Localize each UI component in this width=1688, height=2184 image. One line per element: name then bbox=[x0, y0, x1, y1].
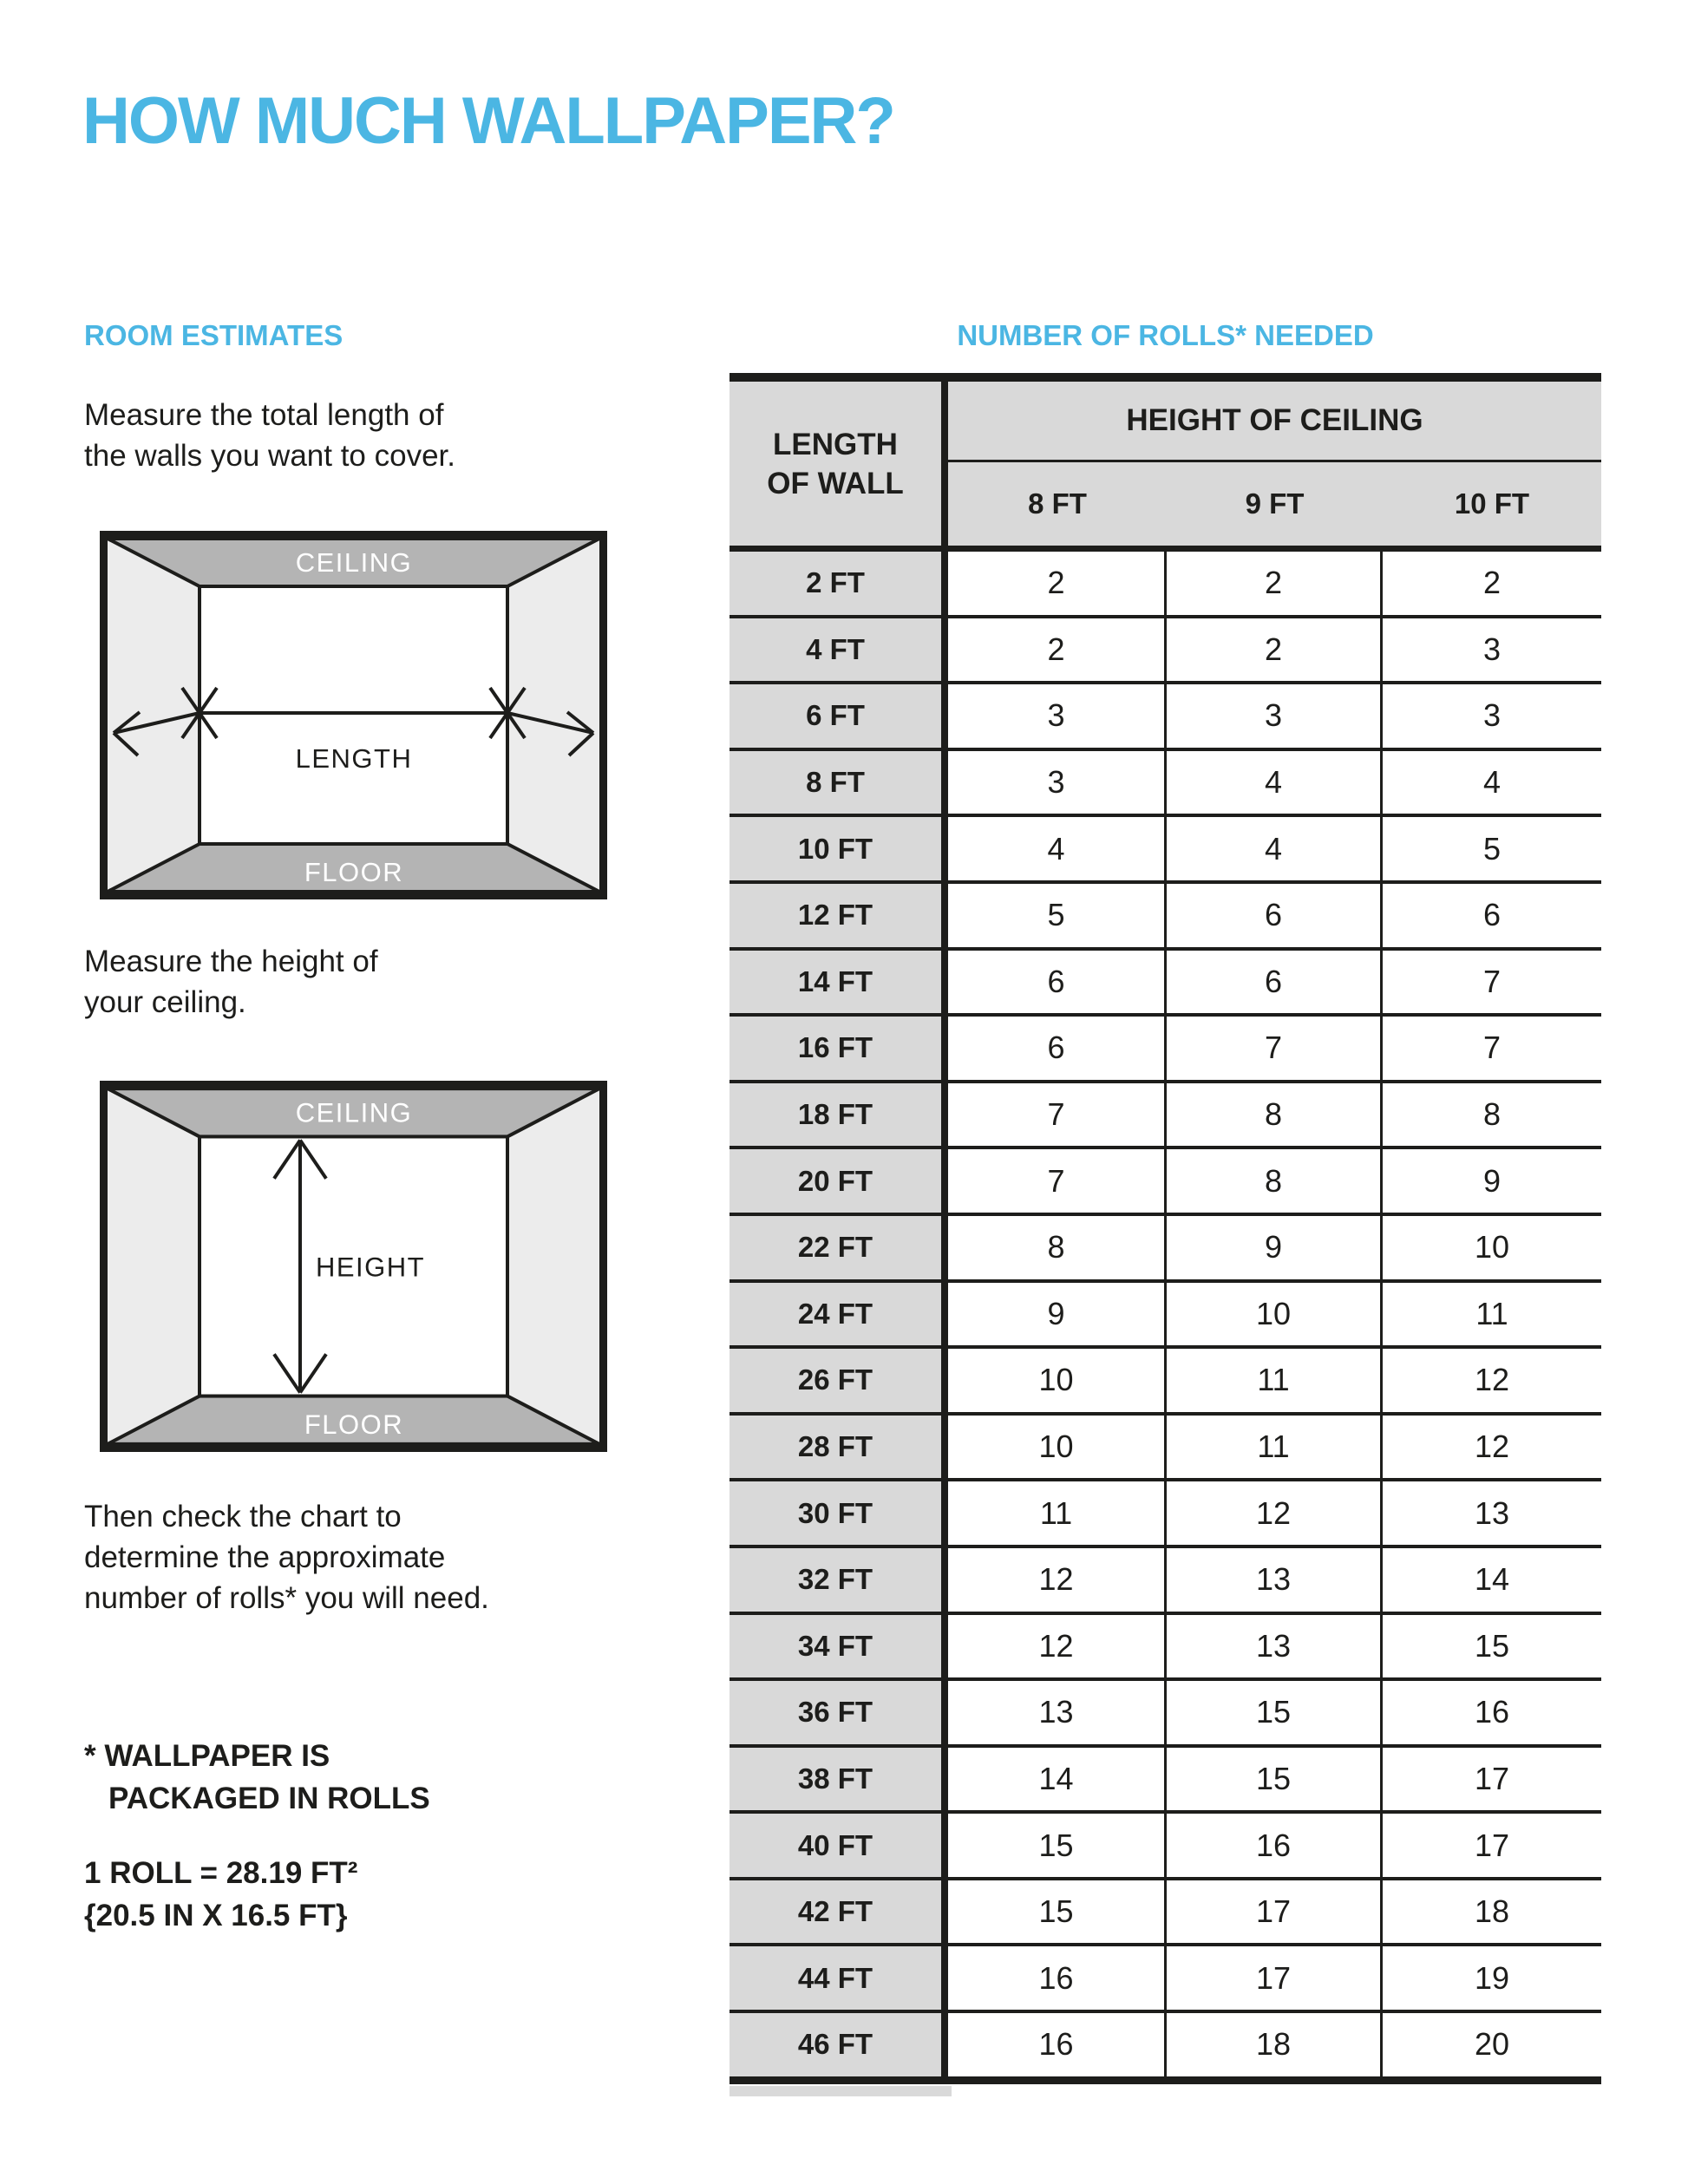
row-value: 11 bbox=[1167, 1416, 1383, 1479]
row-value: 4 bbox=[1482, 764, 1502, 801]
table-row bbox=[730, 1548, 1601, 1615]
row-label: 14 FT bbox=[730, 951, 948, 1014]
table-row bbox=[730, 1349, 1601, 1416]
roll-spec-line1: 1 ROLL = 28.19 FT² bbox=[84, 1856, 358, 1890]
row-label: 38 FT bbox=[730, 1748, 948, 1811]
length-of-wall-header bbox=[730, 382, 948, 546]
row-value: 3 bbox=[948, 751, 1167, 814]
row-value: 11 bbox=[948, 1481, 1167, 1545]
table-row bbox=[730, 817, 1601, 884]
row-value: 12 bbox=[1474, 1429, 1510, 1465]
table-row bbox=[730, 1615, 1601, 1682]
roll-spec bbox=[84, 1852, 357, 1937]
row-value: 6 bbox=[1167, 884, 1383, 947]
length-of-wall-line2: OF WALL bbox=[767, 466, 904, 500]
row-value: 6 bbox=[948, 951, 1167, 1014]
row-value: 2 bbox=[1167, 618, 1383, 682]
row-label: 42 FT bbox=[730, 1880, 948, 1944]
page-title: HOW MUCH WALLPAPER? bbox=[82, 84, 894, 158]
row-label: 28 FT bbox=[730, 1416, 948, 1479]
row-value: 4 bbox=[1167, 751, 1383, 814]
row-value: 12 bbox=[948, 1615, 1167, 1678]
row-label: 18 FT bbox=[730, 1083, 948, 1147]
row-value: 6 bbox=[1167, 951, 1383, 1014]
row-value: 10 bbox=[948, 1416, 1167, 1479]
col-header-9ft: 9 FT bbox=[1245, 487, 1305, 520]
step1-line1: Measure the total length of bbox=[84, 398, 444, 432]
row-value: 5 bbox=[1482, 830, 1502, 866]
row-value: 3 bbox=[1167, 684, 1383, 748]
row-value: 3 bbox=[1482, 697, 1502, 734]
row-label: 16 FT bbox=[730, 1017, 948, 1080]
table-top-border bbox=[730, 373, 1601, 382]
length-label: LENGTH bbox=[295, 743, 413, 774]
table-row bbox=[730, 684, 1601, 751]
row-value: 12 bbox=[1167, 1481, 1383, 1545]
footnote-line2: PACKAGED IN ROLLS bbox=[108, 1782, 430, 1815]
row-value: 13 bbox=[1167, 1615, 1383, 1678]
row-value: 15 bbox=[1167, 1748, 1383, 1811]
row-value: 2 bbox=[1167, 552, 1383, 615]
row-value: 2 bbox=[948, 618, 1167, 682]
rolls-table bbox=[730, 373, 1601, 2084]
row-value: 7 bbox=[948, 1149, 1167, 1213]
table-row bbox=[730, 951, 1601, 1017]
row-label: 20 FT bbox=[730, 1149, 948, 1213]
table-row bbox=[730, 1814, 1601, 1880]
table-row bbox=[730, 1681, 1601, 1748]
table-footer-stub bbox=[730, 2086, 952, 2096]
row-label: 2 FT bbox=[730, 552, 948, 615]
floor-label: FLOOR bbox=[304, 857, 404, 887]
row-value: 12 bbox=[1474, 1362, 1510, 1398]
ceiling-label: CEILING bbox=[295, 547, 413, 578]
table-row bbox=[730, 618, 1601, 685]
rolls-needed-heading: NUMBER OF ROLLS* NEEDED bbox=[957, 319, 1374, 351]
row-value: 8 bbox=[1167, 1083, 1383, 1147]
ceiling-label: CEILING bbox=[295, 1097, 413, 1128]
table-row bbox=[730, 884, 1601, 951]
table-row bbox=[730, 1283, 1601, 1350]
row-value: 3 bbox=[948, 684, 1167, 748]
row-value: 17 bbox=[1167, 1946, 1383, 2010]
header-body-separator bbox=[730, 546, 1601, 552]
step3-text bbox=[84, 1496, 489, 1618]
ceiling-header-group bbox=[948, 382, 1601, 546]
row-value: 16 bbox=[948, 2013, 1167, 2076]
row-value: 9 bbox=[1482, 1162, 1502, 1199]
col-header-8ft: 8 FT bbox=[1028, 487, 1087, 520]
row-value: 18 bbox=[1474, 1893, 1510, 1930]
step3-line2: determine the approximate bbox=[84, 1540, 446, 1574]
footnote-line1: * WALLPAPER IS bbox=[84, 1739, 330, 1773]
row-label: 22 FT bbox=[730, 1216, 948, 1279]
step2-line2: your ceiling. bbox=[84, 985, 246, 1019]
height-label: HEIGHT bbox=[315, 1252, 426, 1283]
row-label: 4 FT bbox=[730, 618, 948, 682]
row-value: 2 bbox=[1482, 565, 1502, 601]
row-value: 11 bbox=[1167, 1349, 1383, 1412]
row-label: 46 FT bbox=[730, 2013, 948, 2076]
table-row bbox=[730, 1416, 1601, 1482]
row-label: 40 FT bbox=[730, 1814, 948, 1877]
row-value: 13 bbox=[948, 1681, 1167, 1744]
row-value: 15 bbox=[948, 1880, 1167, 1944]
row-value: 17 bbox=[1474, 1827, 1510, 1863]
row-label: 34 FT bbox=[730, 1615, 948, 1678]
roll-spec-line2: {20.5 IN X 16.5 FT} bbox=[84, 1899, 348, 1932]
table-row bbox=[730, 1149, 1601, 1216]
row-value: 19 bbox=[1474, 1959, 1510, 1996]
rolls-footnote bbox=[84, 1735, 430, 1820]
table-row bbox=[730, 1946, 1601, 2013]
row-value: 2 bbox=[948, 552, 1167, 615]
back-wall bbox=[200, 586, 507, 844]
row-label: 44 FT bbox=[730, 1946, 948, 2010]
row-value: 12 bbox=[948, 1548, 1167, 1612]
step1-line2: the walls you want to cover. bbox=[84, 439, 455, 473]
step3-line1: Then check the chart to bbox=[84, 1500, 402, 1533]
table-row bbox=[730, 1748, 1601, 1815]
row-value: 8 bbox=[1482, 1096, 1502, 1133]
step2-text bbox=[84, 941, 378, 1023]
row-label: 10 FT bbox=[730, 817, 948, 880]
table-row bbox=[730, 1083, 1601, 1150]
row-label: 12 FT bbox=[730, 884, 948, 947]
step1-text bbox=[84, 395, 455, 476]
room-estimates-heading: ROOM ESTIMATES bbox=[84, 319, 343, 351]
ceiling-subheaders bbox=[948, 462, 1601, 546]
row-value: 4 bbox=[948, 817, 1167, 880]
row-value: 16 bbox=[948, 1946, 1167, 2010]
row-value: 9 bbox=[1167, 1216, 1383, 1279]
table-row bbox=[730, 1216, 1601, 1283]
table-body bbox=[730, 552, 1601, 2084]
table-row bbox=[730, 1880, 1601, 1947]
row-value: 11 bbox=[1475, 1295, 1508, 1331]
row-label: 26 FT bbox=[730, 1349, 948, 1412]
step2-line1: Measure the height of bbox=[84, 945, 378, 978]
row-value: 13 bbox=[1474, 1494, 1510, 1531]
row-value: 8 bbox=[948, 1216, 1167, 1279]
row-label: 8 FT bbox=[730, 751, 948, 814]
row-value: 17 bbox=[1474, 1760, 1510, 1796]
row-label: 24 FT bbox=[730, 1283, 948, 1346]
row-value: 14 bbox=[1474, 1561, 1510, 1598]
row-value: 15 bbox=[1167, 1681, 1383, 1744]
row-value: 13 bbox=[1167, 1548, 1383, 1612]
row-label: 32 FT bbox=[730, 1548, 948, 1612]
row-value: 9 bbox=[948, 1283, 1167, 1346]
row-value: 7 bbox=[1482, 963, 1502, 999]
floor-label: FLOOR bbox=[304, 1409, 404, 1440]
row-value: 20 bbox=[1474, 2026, 1510, 2063]
row-value: 18 bbox=[1167, 2013, 1383, 2076]
row-label: 30 FT bbox=[730, 1481, 948, 1545]
row-value: 10 bbox=[1474, 1229, 1510, 1265]
table-header bbox=[730, 382, 1601, 546]
row-value: 10 bbox=[948, 1349, 1167, 1412]
table-row bbox=[730, 1481, 1601, 1548]
room-height-diagram bbox=[100, 1081, 607, 1452]
row-value: 10 bbox=[1167, 1283, 1383, 1346]
row-value: 6 bbox=[948, 1017, 1167, 1080]
row-label: 36 FT bbox=[730, 1681, 948, 1744]
table-row bbox=[730, 1017, 1601, 1083]
row-value: 14 bbox=[948, 1748, 1167, 1811]
row-value: 16 bbox=[1474, 1694, 1510, 1730]
row-value: 6 bbox=[1482, 897, 1502, 933]
table-row bbox=[730, 751, 1601, 818]
row-value: 15 bbox=[1474, 1627, 1510, 1664]
room-length-diagram bbox=[100, 531, 607, 899]
row-value: 7 bbox=[1482, 1030, 1502, 1066]
length-of-wall-line1: LENGTH bbox=[773, 427, 898, 461]
row-value: 7 bbox=[1167, 1017, 1383, 1080]
row-value: 4 bbox=[1167, 817, 1383, 880]
row-value: 16 bbox=[1167, 1814, 1383, 1877]
row-value: 5 bbox=[948, 884, 1167, 947]
row-value: 15 bbox=[948, 1814, 1167, 1877]
table-row bbox=[730, 2013, 1601, 2084]
row-value: 7 bbox=[948, 1083, 1167, 1147]
row-value: 8 bbox=[1167, 1149, 1383, 1213]
row-value: 17 bbox=[1167, 1880, 1383, 1944]
step3-line3: number of rolls* you will need. bbox=[84, 1581, 489, 1615]
row-label: 6 FT bbox=[730, 684, 948, 748]
height-of-ceiling-header: HEIGHT OF CEILING bbox=[948, 382, 1601, 462]
table-row bbox=[730, 552, 1601, 618]
col-header-10ft: 10 FT bbox=[1454, 487, 1530, 520]
row-value: 3 bbox=[1482, 631, 1502, 667]
